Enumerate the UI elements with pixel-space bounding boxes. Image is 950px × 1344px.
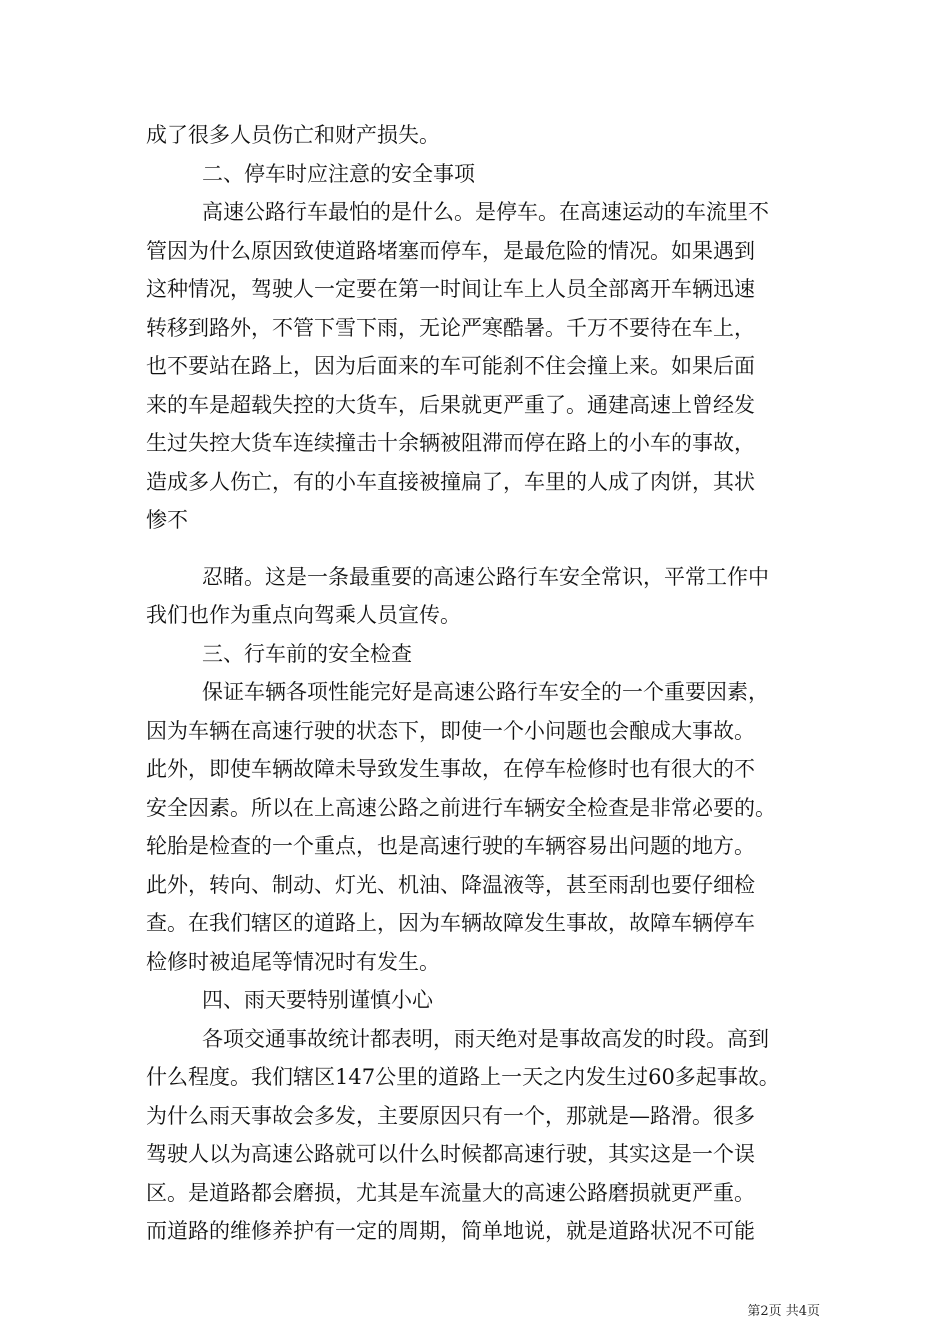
text-line: 查。在我们辖区的道路上，因为车辆故障发生事故，故障车辆停车	[146, 911, 755, 935]
section-heading: 四、雨天要特别谨慎小心	[202, 988, 433, 1012]
text-line: 轮胎是检查的一个重点，也是高速行驶的车辆容易出问题的地方。	[146, 834, 755, 858]
text-line: 忍睹。这是一条最重要的高速公路行车安全常识，平常工作中	[202, 564, 769, 589]
text-line: 而道路的维修养护有一定的周期，简单地说，就是道路状况不可能	[146, 1219, 755, 1243]
text-line: 也不要站在路上，因为后面来的车可能刹不住会撞上来。如果后面	[146, 354, 755, 378]
text-line: 检修时被追尾等情况时有发生。	[146, 949, 440, 974]
text-line: 为什么雨天事故会多发，主要原因只有一个，那就是—路滑。很多	[146, 1103, 755, 1128]
text-line: 造成多人伤亡，有的小车直接被撞扁了，车里的人成了肉饼，其状	[146, 469, 755, 494]
text-line: 此外，即使车辆故障未导致发生事故，在停车检修时也有很大的不	[146, 757, 755, 781]
text-line: 生过失控大货车连续撞击十余辆被阻滞而停在路上的小车的事故，	[146, 431, 755, 455]
text-line: 安全因素。所以在上高速公路之前进行车辆安全检查是非常必要的。	[146, 795, 776, 820]
text-line: 转移到路外，不管下雪下雨，无论严寒酷暑。千万不要待在车上，	[146, 315, 755, 340]
text-line: 惨不	[146, 508, 188, 532]
text-line: 来的车是超载失控的大货车，后果就更严重了。通建高速上曾经发	[146, 392, 755, 417]
text-line: 此外，转向、制动、灯光、机油、降温液等，甚至雨刮也要仔细检	[146, 872, 755, 897]
text-line: 各项交通事故统计都表明，雨天绝对是事故高发的时段。高到	[202, 1026, 769, 1051]
section-heading: 三、行车前的安全检查	[202, 641, 412, 666]
text-line: 管因为什么原因致使道路堵塞而停车，是最危险的情况。如果遇到	[146, 238, 755, 263]
text-line: 高速公路行车最怕的是什么。是停车。在高速运动的车流里不	[202, 200, 769, 224]
text-line: 因为车辆在高速行驶的状态下，即使一个小问题也会酿成大事故。	[146, 718, 755, 743]
body-text	[146, 116, 811, 1251]
text-line: 我们也作为重点向驾乘人员宣传。	[146, 603, 461, 627]
page-number: 第2页 共4页	[747, 1304, 820, 1319]
section-heading: 二、停车时应注意的安全事项	[202, 161, 475, 186]
text-line: 成了很多人员伤亡和财产损失。	[146, 123, 440, 147]
text-line: 这种情况，驾驶人一定要在第一时间让车上人员全部离开车辆迅速	[146, 277, 755, 301]
text-line: 区。是道路都会磨损，尤其是车流量大的高速公路磨损就更严重。	[146, 1180, 755, 1205]
text-line: 什么程度。我们辖区147公里的道路上一天之内发生过60多起事故。	[146, 1065, 780, 1089]
text-line: 驾驶人以为高速公路就可以什么时候都高速行驶，其实这是一个误	[146, 1142, 755, 1166]
text-line: 保证车辆各项性能完好是高速公路行车安全的一个重要因素，	[202, 680, 769, 704]
